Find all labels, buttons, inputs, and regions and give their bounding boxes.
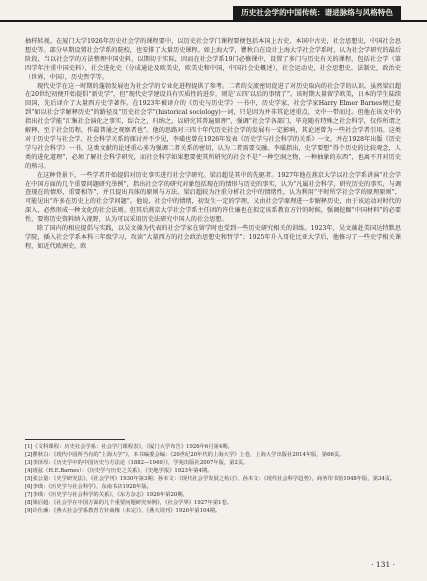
article-body [25, 38, 401, 252]
header-rule [0, 20, 427, 22]
running-header-title: 历史社会学的中国传统：谱进脉络与风格特色 [233, 6, 401, 20]
paragraph: 除了国内的相应提倡与实践，以吴文藻为代表的社会学家在留学时也受到一些历史研究相关的训练。1923年，吴文藻赴美国达特默思学院，插入社会学系本科三年级学习，攻读“大量西方的社会政治思想史和哲学”；1925年升入哥伦比亚大学后，他修习了一些史学相关课程，如近代欧洲史、欧 [25, 225, 401, 250]
footnote: [2]瞿秋白：《现代中国所当有的“上海大学”》，本书编委会编：《20世纪20年代的上海大学》上卷，上海大学出版社2014年版，第66页。 [25, 452, 345, 458]
running-header [0, 0, 427, 32]
page-number: · 131 · [371, 560, 395, 569]
footnote: [5]张公量：《史学研究法》，《社会学刊》1930年第3期；孙本文：《现代社会学发展之检讨》，孙本文：《现代社会科学趋势》，商务印书馆1948年版，第34页。 [25, 476, 396, 482]
paragraph: 现代史学在这一时期的蓬勃发展也为社会学的专业化进程提供了参考。二者的交流密切促进了对历史取向的社会学的认识。虽然梁启超在20世纪初便开始提倡“新史学”，但“现代史学建设具有实质性的进步，则是‘五四’以后的事情了”。该时期大量留学欧美，日本的学生陆续回国，先后译介了大量西方史学著作。在1923年被译介的《历史与历史学》一书中，历史学家，社会学家Harry Elmer Barnes便已提到“如以社会学解释历史”的路径及“历史社会学”(historical sociology)一词，只是因为并非其论述重点，文中一带而过。但他在该文中仍指出社会学能“汇集社会演化之事实，综合之，归纳之，以研究其普遍原理”，强调“社会学各部门，毕竟随有特殊之社会科学，仅作所谓之解释，至于社会历程，作最普通之观察者也”。他的思路对三四十年代历史社会学的发展有一定影响，其论述曾为一些社会学者引用。这类对于历史学与社会学、社会科学关系的探讨并不少见，李璜也曾在1926年发表《历史学与社会科学的关系》一文，并在1928年出版《历史学与社会科学》一书，这类文献的论述重心多为强调二者关系的密切，认为二者需要交融。李璜指出，史学要想“得个历史的比较观念，人类的进化道理”，必须了解社会科学研究，而社会科学如果想要使其所研究的社会不是“一种空洞之物，一种抽象的东西”，也离不开对历史的熟习。 [25, 82, 401, 170]
footnote: [4]班兹（H.E.Barnes）：《历史学与历史之关系》，《史地学报》1923年第4期。 [25, 468, 213, 474]
paragraph: 在这种背景下，一些学者开始提倡对历史事实进行社会学研究。梁启超是其中的先驱者。1927年他在燕京大学以社会学系讲演“社会学在中国方面的几个重要问题研究举例”，指出社会学的研究对象包括现在的情形与历史的事实，认为“凡属社会科学，研究历史的事实，与调查现在的情形，重要相等”，并且提出具体的原则与方法。梁启超较为注重分析社会中的情绪性，认为利用“平时所学社会学的原理原则”，可能见出“许多在历史上的社会学问题”。他说，社会中的情绪，初发生一定的学理，又由社会学原理进一步解释历史，由于该运动对时代的深入，必然形成一种文化的社会法则。但其后燕京大学社会学系主任团的许仕廉也在拟定该系教育方针的时候，强调挖掘“中国材料”的必要性，要将历史资料纳入视野，认为可以采用历史法研究中国人的社会思想。 [25, 171, 401, 224]
paragraph: 抽样转视。在厦门大学1926年历史社会学的课程要中，以历史社会学门课程要便包括本国上古史，本国中古史，社会思想史，中国社会思想史等。部分早期设置社会学系的院校，也安排了大量历史课程。如上海大学，瞿秋白在设计上海大学社会学系时，认为社会学研究的最后阶段，当以社会学的方法整理中国史料，以期切于实际，因而在社会学系19门必修课中，设置了多门与历史有关的课程，包括社会学（第四学年注重中国史料），社会进化史（分成通论及欧美史，欧美史和中国，中国社会史概述），社会运动史，社会思想史，法制史，政治史（世界，中国），历史哲学等。 [25, 38, 401, 81]
footnote: [1]《文科课程：历史社会学系：社会学门课程表》，《厦门大学布告》1926年6月第4期。 [25, 444, 233, 450]
footnote: [6]李璜：《历史学与社会科学》，东南书店1928年版。 [25, 484, 152, 490]
footnote: [8]梁启超：《社会学在中国方面的几个重要问题研究举例》，《社会学界》1927年第1卷。 [25, 500, 233, 506]
footnotes [25, 443, 401, 515]
footnote: [7]李璜：《历史学与社会科学的关系》，《东方杂志》1926年第20期。 [25, 492, 188, 498]
footnote: [9]许仕廉：《燕大社会学系教育方针商権（未完）》，《燕大周刊》1926年第104期。 [25, 508, 221, 514]
footnote-separator [25, 439, 125, 440]
footnote: [3]李泽厚：《历史学中的中国历史与方法论（1882—1949）》，学苑出版社2007年版，第2页。 [25, 460, 249, 466]
